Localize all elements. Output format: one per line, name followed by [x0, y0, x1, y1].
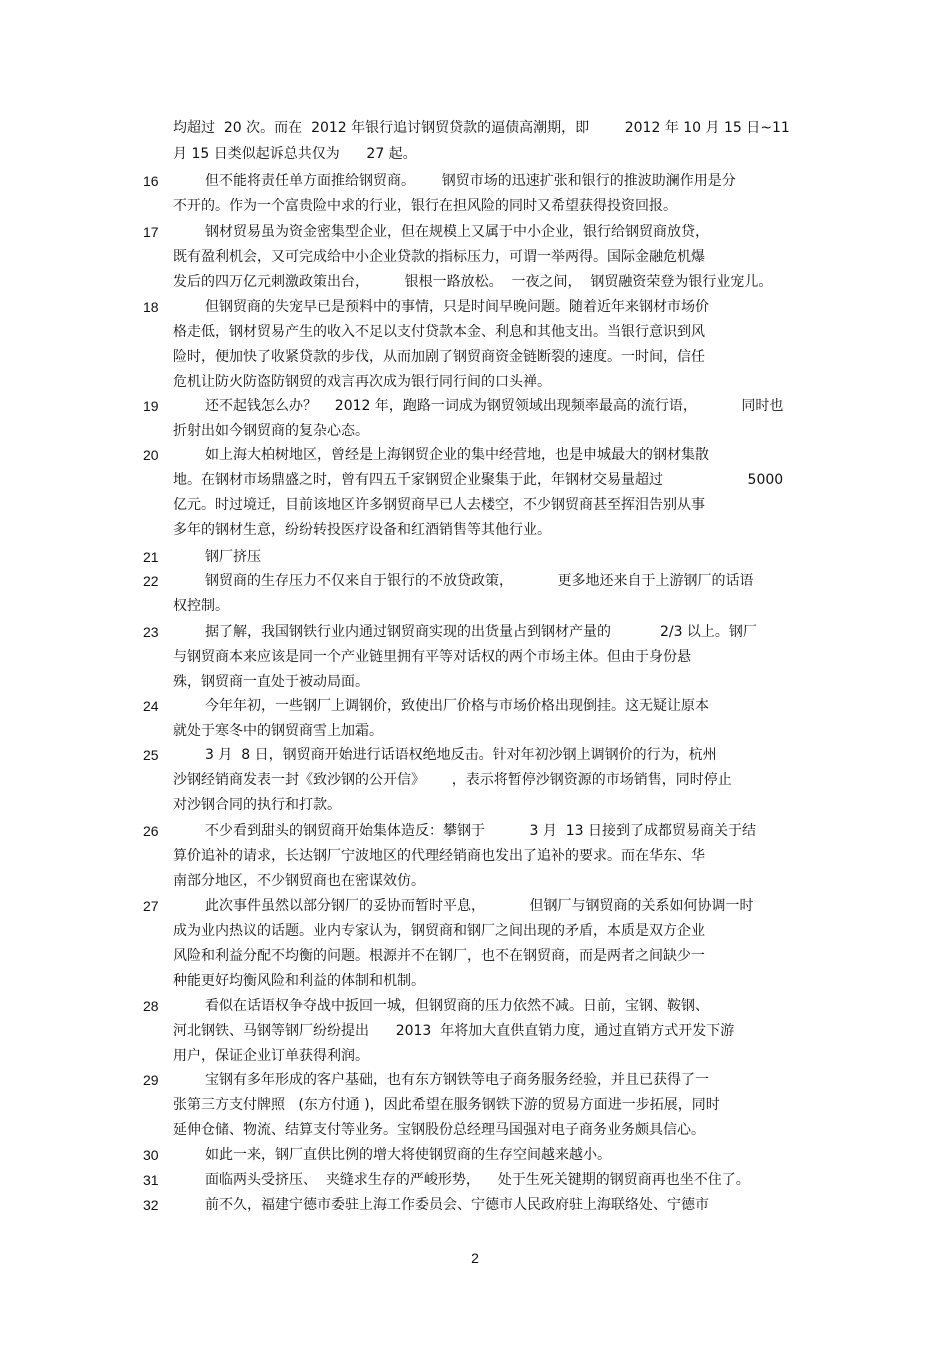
text-line: 宝钢有多年形成的客户基础，也有东方钢铁等电子商务服务经验，并且已获得了一 [205, 1072, 709, 1088]
text-line: 还不起钱怎么办？ 2012 年，跑路一词成为钢贸领域出现频率最高的流行语， 同时也 [205, 398, 784, 414]
line-number: 22 [143, 573, 159, 589]
text-line: 河北钢铁、马钢等钢厂纷纷提出 2013 年将加大直供直销力度，通过直销方式开发下游 [173, 1023, 735, 1039]
text-line: 地。在钢材市场鼎盛之时，曾有四五千家钢贸企业聚集于此，年钢材交易量超过 5000 [173, 472, 784, 488]
line-number: 19 [143, 398, 159, 414]
line-number: 27 [143, 898, 159, 914]
line-number: 20 [143, 447, 159, 463]
text-line: 风险和利益分配不均衡的问题。根源并不在钢厂，也不在钢贸商，而是两者之间缺少一 [173, 948, 705, 964]
text-line: 不少看到甜头的钢贸商开始集体造反：攀钢于 3 月 13 日接到了成都贸易商关于结 [205, 823, 757, 839]
text-line: 如此一来，钢厂直供比例的增大将使钢贸商的生存空间越来越小。 [205, 1147, 611, 1163]
text-line: 钢贸商的生存压力不仅来自于银行的不放贷政策， 更多地还来自于上游钢厂的话语 [205, 573, 754, 589]
line-number: 21 [143, 549, 159, 565]
text-line: 面临两头受挤压、 夹缝求生存的严峻形势， 处于生死关键期的钢贸商再也坐不住了。 [205, 1172, 750, 1188]
line-number: 32 [143, 1197, 159, 1213]
text-line: 张第三方支付牌照 (东方付通 )，因此希望在服务钢铁下游的贸易方面进一步拓展，同时 [173, 1097, 720, 1113]
text-line: 多年的钢材生意，纷纷转投医疗设备和红酒销售等其他行业。 [173, 522, 551, 538]
line-number: 28 [143, 998, 159, 1014]
text-line: 如上海大柏树地区，曾经是上海钢贸企业的集中经营地，也是申城最大的钢材集散 [205, 447, 709, 463]
text-line: 看似在话语权争夺战中扳回一城，但钢贸商的压力依然不减。日前，宝钢、鞍钢、 [205, 998, 709, 1014]
text-line: 此次事件虽然以部分钢厂的妥协而暂时平息， 但钢厂与钢贸商的关系如何协调一时 [205, 898, 754, 914]
text-line: 既有盈利机会，又可完成给中小企业贷款的指标压力，可谓一举两得。国际金融危机爆 [173, 249, 705, 265]
text-line: 险时，便加快了收紧贷款的步伐，从而加剧了钢贸商资金链断裂的速度。一时间，信任 [173, 349, 705, 365]
text-line: 均超过 20 次。而在 2012 年银行追讨钢贸贷款的逼债高潮期，即 2012 年 10 月 15 日~11 [173, 120, 790, 136]
text-line: 就处于寒冬中的钢贸商雪上加霜。 [173, 723, 383, 739]
line-number: 26 [143, 823, 159, 839]
text-line: 权控制。 [173, 598, 229, 614]
text-line: 今年年初，一些钢厂上调钢价，致使出厂价格与市场价格出现倒挂。这无疑让原本 [205, 698, 709, 714]
text-line: 月 15 日类似起诉总共仅为 27 起。 [173, 146, 417, 162]
text-line: 不开的。作为一个富贵险中求的行业，银行在担风险的同时又希望获得投资回报。 [173, 198, 677, 214]
text-line: 据了解，我国钢铁行业内通过钢贸商实现的出货量占到钢材产量的 2/3 以上。钢厂 [205, 624, 757, 640]
text-line: 但钢贸商的失宠早已是预料中的事情，只是时间早晚问题。随着近年来钢材市场价 [205, 299, 709, 315]
text-line: 与钢贸商本来应该是同一个产业链里拥有平等对话权的两个市场主体。但由于身份悬 [173, 649, 691, 665]
text-line: 钢厂挤压 [205, 549, 261, 565]
line-number: 29 [143, 1072, 159, 1088]
line-number: 16 [143, 173, 159, 189]
text-line: 但不能将责任单方面推给钢贸商。 钢贸市场的迅速扩张和银行的推波助澜作用是分 [205, 173, 736, 189]
text-line: 折射出如今钢贸商的复杂心态。 [173, 423, 369, 439]
line-number: 17 [143, 224, 159, 240]
line-number: 30 [143, 1147, 159, 1163]
text-line: 亿元。时过境迁，目前该地区许多钢贸商早已人去楼空，不少钢贸商甚至挥泪告别从事 [173, 497, 705, 513]
line-number: 23 [143, 624, 159, 640]
text-line: 对沙钢合同的执行和打款。 [173, 797, 341, 813]
text-line: 发后的四万亿元刺激政策出台， 银根一路放松。 一夜之间， 钢贸融资荣登为银行业宠儿。 [173, 274, 773, 290]
text-line: 算价追补的请求，长达钢厂宁波地区的代理经销商也发出了追补的要求。而在华东、华 [173, 848, 705, 864]
text-line: 延伸仓储、物流、结算支付等业务。宝钢股份总经理马国强对电子商务业务颇具信心。 [173, 1122, 705, 1138]
text-line: 钢材贸易虽为资金密集型企业，但在规模上又属于中小企业，银行给钢贸商放贷， [205, 224, 709, 240]
line-number: 24 [143, 698, 159, 714]
line-number: 18 [143, 299, 159, 315]
text-line: 格走低，钢材贸易产生的收入不足以支付贷款本金、利息和其他支出。当银行意识到风 [173, 324, 705, 340]
text-line: 危机让防火防盗防钢贸的戏言再次成为银行同行间的口头禅。 [173, 374, 551, 390]
text-line: 3 月 8 日，钢贸商开始进行话语权绝地反击。针对年初沙钢上调钢价的行为，杭州 [205, 747, 717, 763]
page-number: 2 [471, 1250, 479, 1266]
text-line: 成为业内热议的话题。业内专家认为，钢贸商和钢厂之间出现的矛盾，本质是双方企业 [173, 923, 705, 939]
line-number: 25 [143, 747, 159, 763]
text-line: 殊，钢贸商一直处于被动局面。 [173, 674, 369, 690]
text-line: 南部分地区，不少钢贸商也在密谋效仿。 [173, 873, 425, 889]
text-line: 沙钢经销商发表一封《致沙钢的公开信》 ，表示将暂停沙钢资源的市场销售，同时停止 [173, 772, 732, 788]
line-number: 31 [143, 1172, 159, 1188]
text-line: 用户，保证企业订单获得利润。 [173, 1048, 369, 1064]
text-line: 种能更好均衡风险和利益的体制和机制。 [173, 973, 425, 989]
text-line: 前不久，福建宁德市委驻上海工作委员会、宁德市人民政府驻上海联络处、宁德市 [205, 1197, 709, 1213]
